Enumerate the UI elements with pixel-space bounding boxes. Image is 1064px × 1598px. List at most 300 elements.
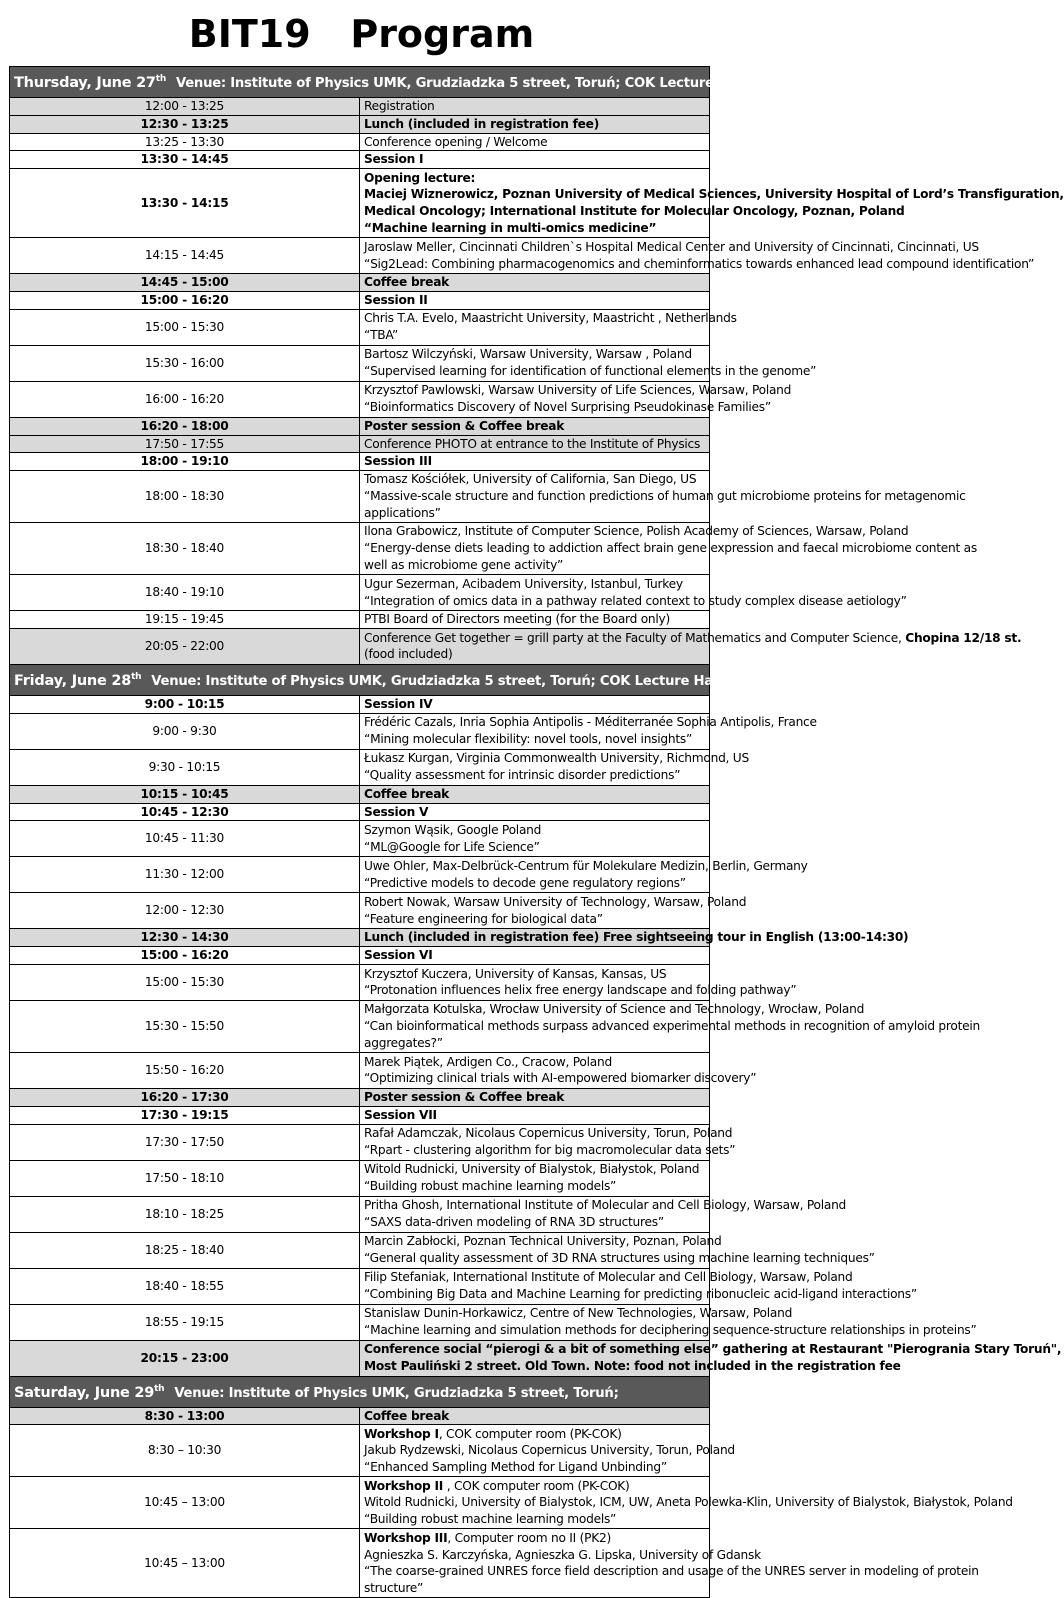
row-line [364, 488, 966, 505]
row-line-text: (food included) [364, 647, 453, 662]
schedule-row [10, 713, 710, 749]
row-line [364, 611, 705, 628]
row-content [360, 169, 1064, 238]
day-ordinal: th [155, 74, 166, 85]
row-line [364, 804, 705, 821]
row-time: 9:00 - 9:30 [10, 713, 360, 749]
row-content [360, 435, 710, 453]
schedule-row [10, 1106, 710, 1124]
row-time: 18:10 - 18:25 [10, 1196, 360, 1232]
row-line-text: “Machine learning in multi-omics medicine” [364, 220, 657, 235]
schedule-row [10, 803, 710, 821]
row-line [364, 399, 771, 416]
row-line [364, 1089, 705, 1106]
row-line-text: Coffee break [364, 275, 450, 290]
schedule-row [10, 98, 710, 116]
schedule-table [9, 66, 1064, 1598]
row-time: 18:00 - 19:10 [10, 453, 360, 471]
schedule-row [10, 628, 710, 664]
row-line [364, 1478, 705, 1495]
row-line [364, 731, 705, 748]
row-time: 15:00 - 15:30 [10, 964, 360, 1000]
row-content [360, 1340, 1062, 1376]
row-time: 11:30 - 12:00 [10, 857, 360, 893]
row-content [360, 291, 710, 309]
row-line-text: PTBI Board of Directors meeting (for the Board only) [364, 612, 670, 627]
row-content [360, 1000, 980, 1052]
row-line [364, 1341, 1062, 1358]
row-line-text: Uwe Ohler, Max-Delbrück-Centrum für Molekulare Medizin, Berlin, Germany [364, 859, 808, 874]
row-time: 12:30 - 14:30 [10, 929, 360, 947]
row-line-text: Filip Stefaniak, International Institute of Molecular and Cell Biology, Warsaw, Poland [364, 1270, 853, 1285]
row-line-text: Bartosz Wilczyński, Warsaw University, Warsaw , Poland [364, 347, 692, 362]
row-line-text: Rafał Adamczak, Nicolaus Copernicus University, Torun, Poland [364, 1126, 733, 1141]
row-content [360, 857, 808, 893]
schedule-row [10, 133, 710, 151]
schedule-row [10, 1425, 710, 1477]
row-content [360, 381, 792, 417]
schedule-row [10, 1196, 710, 1232]
schedule-row [10, 1407, 710, 1425]
row-line [364, 1001, 865, 1018]
row-line-text: Ugur Sezerman, Acibadem University, Istanbul, Turkey [364, 576, 683, 591]
row-line [364, 1018, 980, 1035]
row-line-text: Ilona Grabowicz, Institute of Computer Science, Polish Academy of Sciences, Warsaw, Poland [364, 524, 909, 539]
row-line-text: Witold Rudnicki, University of Bialystok, Białystok, Poland [364, 1162, 700, 1177]
row-line-text: applications” [364, 506, 441, 521]
schedule-row [10, 238, 710, 274]
row-content [360, 803, 710, 821]
row-line [364, 1054, 705, 1071]
day-name [14, 673, 141, 689]
row-line [364, 134, 705, 151]
row-line-text: Session II [364, 292, 428, 307]
row-line-text: Session VI [364, 948, 433, 963]
schedule-row [10, 1268, 710, 1304]
row-line [364, 929, 909, 946]
row-line-text: Coffee break [364, 1408, 450, 1423]
row-time: 13:25 - 13:30 [10, 133, 360, 151]
row-line [364, 116, 705, 133]
row-time: 12:00 - 12:30 [10, 893, 360, 929]
row-line [364, 1442, 735, 1459]
schedule-row [10, 1529, 710, 1598]
schedule-row [10, 291, 710, 309]
row-line [364, 1107, 705, 1124]
row-line [364, 346, 705, 363]
schedule-row [10, 169, 710, 238]
row-line-text: Medical Oncology; International Institute for Molecular Oncology, Poznan, Poland [364, 204, 905, 219]
row-line-text: Lunch (included in registration fee) Free sightseeing tour in English (13:00-14:30) [364, 930, 909, 945]
row-content [360, 947, 710, 965]
row-line [364, 292, 705, 309]
row-time: 15:30 - 15:50 [10, 1000, 360, 1052]
row-content [360, 964, 797, 1000]
row-time: 15:50 - 16:20 [10, 1052, 360, 1088]
row-time: 10:45 – 13:00 [10, 1529, 360, 1598]
row-line-text: Conference social “pierogi & a bit of something else” gathering at Restaurant "Pierogrania Stary Toruń", [364, 1342, 1062, 1357]
schedule-row [10, 695, 710, 713]
row-content [360, 523, 978, 575]
row-line [364, 382, 792, 399]
row-content [360, 1232, 875, 1268]
row-line-text: “Feature engineering for biological data” [364, 911, 603, 926]
row-content [360, 453, 710, 471]
schedule-row [10, 749, 710, 785]
row-line [364, 327, 705, 344]
row-time: 17:50 - 18:10 [10, 1160, 360, 1196]
row-line [364, 186, 1064, 203]
row-line-text: Małgorzata Kotulska, Wrocław University of Science and Technology, Wrocław, Poland [364, 1002, 865, 1017]
row-content [360, 151, 710, 169]
row-line-text: Most Paulińskі 2 street. Old Town. Note: food not included in the registration fee [364, 1359, 901, 1374]
row-time: 9:30 - 10:15 [10, 749, 360, 785]
row-bold-prefix: Workshop I [364, 1426, 439, 1441]
row-line-text: Chris T.A. Evelo, Maastricht University, Maastricht , Netherlands [364, 311, 737, 326]
day-date: Saturday, June 29 [14, 1384, 155, 1401]
row-line-text: Session VII [364, 1107, 437, 1122]
schedule-row [10, 575, 710, 611]
row-line-text: Jaroslaw Meller, Cincinnati Children`s Hospital Medical Center and University of Cincinnati, Cincinnati, US [364, 239, 979, 254]
row-line [364, 1459, 705, 1476]
row-line-text: “General quality assessment of 3D RNA structures using machine learning techniques” [364, 1251, 875, 1266]
row-line-text: Session III [364, 454, 432, 469]
row-line-text: Session V [364, 804, 429, 819]
row-line [364, 1161, 705, 1178]
row-time: 16:00 - 16:20 [10, 381, 360, 417]
row-line [364, 98, 705, 115]
row-content [360, 929, 909, 947]
row-content [360, 133, 710, 151]
row-line-text: Tomasz Kościółek, University of California, San Diego, US [364, 472, 697, 487]
day-header [10, 664, 710, 695]
row-content [360, 274, 710, 292]
row-content [360, 98, 710, 116]
row-line-rest: , Computer room no II (PK2) [447, 1530, 611, 1545]
row-content [360, 611, 710, 629]
row-line [364, 696, 705, 713]
row-line [364, 1322, 977, 1339]
row-content [360, 471, 966, 523]
row-time: 18:25 - 18:40 [10, 1232, 360, 1268]
row-content [360, 1407, 710, 1425]
row-bold-suffix: Chopina 12/18 st. [905, 630, 1022, 645]
row-line [364, 1233, 722, 1250]
row-line-text: structure” [364, 1581, 424, 1596]
day-ordinal: th [131, 672, 142, 683]
row-time: 18:40 - 19:10 [10, 575, 360, 611]
row-line [364, 593, 907, 610]
row-line [364, 1142, 736, 1159]
row-time: 13:30 - 14:15 [10, 169, 360, 238]
row-content [360, 1425, 735, 1477]
schedule-row [10, 309, 710, 345]
row-time: 17:30 - 17:50 [10, 1124, 360, 1160]
day-ordinal: th [154, 1383, 165, 1394]
schedule-row [10, 417, 710, 435]
day-header [10, 1376, 710, 1407]
row-line-text: “Optimizing clinical trials with AI-empowered biomarker discovery” [364, 1071, 757, 1086]
row-time: 18:55 - 19:15 [10, 1304, 360, 1340]
row-line-text: Conference opening / Welcome [364, 134, 548, 149]
row-time: 16:20 - 18:00 [10, 417, 360, 435]
row-line [364, 714, 817, 731]
row-line-text: “TBA” [364, 328, 399, 343]
row-content [360, 713, 817, 749]
row-line [364, 170, 705, 187]
row-content [360, 1529, 979, 1598]
row-time: 18:30 - 18:40 [10, 523, 360, 575]
schedule-row [10, 1052, 710, 1088]
row-line-text: “ML@Google for Life Science” [364, 839, 540, 854]
row-line-text: “Massive-scale structure and function predictions of human gut microbiome proteins for metagenomic [364, 489, 966, 504]
row-line [364, 911, 705, 928]
row-line-text: “Mining molecular flexibility: novel tools, novel insights” [364, 732, 693, 747]
row-line-text: Frédéric Cazals, Inria Sophia Antipolis - Méditerranée Sophia Antipolis, France [364, 715, 817, 730]
row-line [364, 786, 705, 803]
schedule-row [10, 785, 710, 803]
row-line-text: “Building robust machine learning models” [364, 1179, 617, 1194]
row-line [364, 1547, 761, 1564]
row-content [360, 785, 710, 803]
row-content [360, 1088, 710, 1106]
row-line [364, 1426, 705, 1443]
schedule-row [10, 453, 710, 471]
row-line-text: “Energy-dense diets leading to addiction affect brain gene expression and faecal microbiome content as [364, 541, 978, 556]
row-line [364, 505, 705, 522]
row-line [364, 767, 705, 784]
row-time: 17:50 - 17:55 [10, 435, 360, 453]
row-content [360, 1124, 736, 1160]
row-line [364, 1070, 757, 1087]
row-line [364, 1214, 705, 1231]
row-line-text: Witold Rudnicki, University of Bialystok, ICM, UW, Aneta Polewka-Klin, University of Bialystok, Białystok, Poland [364, 1495, 1013, 1510]
row-line-text: Registration [364, 99, 435, 113]
row-line [364, 453, 705, 470]
row-time: 18:00 - 18:30 [10, 471, 360, 523]
row-line [364, 822, 705, 839]
row-line [364, 151, 705, 168]
schedule-row [10, 1000, 710, 1052]
row-line-text: Szymon Wąsik, Google Poland [364, 823, 542, 838]
row-time: 15:30 - 16:00 [10, 345, 360, 381]
schedule-row [10, 947, 710, 965]
row-line [364, 1035, 705, 1052]
row-line-text: Session I [364, 152, 424, 167]
row-line [364, 220, 705, 237]
row-line-text: “Sig2Lead: Combining pharmacogenomics and cheminformatics towards enhanced lead compound identification” [364, 256, 1035, 271]
row-content [360, 1196, 847, 1232]
day-venue: Venue: Institute of Physics UMK, Grudziadzka 5 street, Toruń; [174, 1385, 619, 1401]
schedule-row [10, 857, 710, 893]
schedule-row [10, 523, 710, 575]
row-time: 8:30 - 13:00 [10, 1407, 360, 1425]
row-line [364, 875, 705, 892]
row-time: 10:45 - 11:30 [10, 821, 360, 857]
day-venue: Venue: Institute of Physics UMK, Grudziadzka 5 street, Toruń; COK Lecture Hall [176, 76, 747, 92]
row-line-text: Marcin Zabłocki, Poznan Technical University, Poznan, Poland [364, 1234, 722, 1249]
schedule-row [10, 345, 710, 381]
schedule-row [10, 115, 710, 133]
row-time: 10:15 - 10:45 [10, 785, 360, 803]
row-line [364, 839, 705, 856]
row-line [364, 540, 978, 557]
row-time: 12:30 - 13:25 [10, 115, 360, 133]
row-line [364, 1125, 733, 1142]
row-content [360, 749, 749, 785]
row-line [364, 363, 817, 380]
schedule-row [10, 1340, 710, 1376]
row-line-rest: , COK computer room (PK-COK) [438, 1426, 622, 1441]
row-content [360, 1160, 710, 1196]
day-name [14, 1385, 164, 1401]
row-line [364, 557, 705, 574]
row-bold-prefix: Workshop III [364, 1530, 448, 1545]
row-line-text: Łukasz Kurgan, Virginia Commonwealth University, Richmond, US [364, 751, 749, 766]
row-time: 20:15 - 23:00 [10, 1340, 360, 1376]
row-content [360, 115, 710, 133]
schedule-row [10, 611, 710, 629]
row-content [360, 1106, 710, 1124]
row-time: 14:15 - 14:45 [10, 238, 360, 274]
row-line-text: Maciej Wiznerowicz, Poznan University of Medical Sciences, University Hospital of Lord’s Transfiguration, [364, 187, 1064, 202]
day-name [14, 75, 166, 91]
row-line-text: Marek Piątek, Ardigen Co., Cracow, Poland [364, 1054, 612, 1069]
schedule-row [10, 1088, 710, 1106]
row-line [364, 576, 705, 593]
row-content [360, 309, 737, 345]
row-line [364, 203, 905, 220]
row-line-text: “Rpart - clustering algorithm for big macromolecular data sets” [364, 1143, 736, 1158]
row-content [360, 628, 1022, 664]
row-time: 9:00 - 10:15 [10, 695, 360, 713]
row-line-text: “Enhanced Sampling Method for Ligand Unbinding” [364, 1460, 667, 1475]
row-line-rest: , COK computer room (PK-COK) [443, 1478, 630, 1493]
row-line [364, 1580, 705, 1597]
schedule-row [10, 274, 710, 292]
row-line [364, 418, 705, 435]
day-date: Friday, June 28 [14, 672, 132, 689]
row-line [364, 274, 705, 291]
row-line [364, 894, 747, 911]
row-content [360, 345, 817, 381]
row-content [360, 238, 1035, 274]
row-time: 15:00 - 16:20 [10, 947, 360, 965]
page-title: BIT19 Program [188, 12, 535, 56]
row-time: 12:00 - 13:25 [10, 98, 360, 116]
schedule-row [10, 471, 710, 523]
row-line [364, 1178, 705, 1195]
row-line [364, 1563, 979, 1580]
row-line-text: aggregates?” [364, 1035, 443, 1050]
row-line [364, 1358, 901, 1375]
row-line-text: Robert Nowak, Warsaw University of Technology, Warsaw, Poland [364, 895, 747, 910]
row-line [364, 858, 808, 875]
row-line [364, 982, 797, 999]
row-content [360, 893, 747, 929]
row-content [360, 1052, 757, 1088]
row-line-text: Poster session & Coffee break [364, 1089, 565, 1104]
row-line-text: “Machine learning and simulation methods for deciphering sequence-structure relationships in proteins” [364, 1323, 977, 1338]
schedule-row [10, 821, 710, 857]
row-line [364, 471, 705, 488]
row-line-text: “Quality assessment for intrinsic disorder predictions” [364, 768, 681, 783]
schedule-row [10, 1124, 710, 1160]
schedule-row [10, 929, 710, 947]
row-time: 15:00 - 16:20 [10, 291, 360, 309]
row-line-text: “Building robust machine learning models” [364, 1512, 617, 1527]
row-time: 19:15 - 19:45 [10, 611, 360, 629]
row-line-text: Lunch (included in registration fee) [364, 116, 600, 131]
row-line-text: Agnieszka S. Karczyńska, Agnieszka G. Lipska, University of Gdansk [364, 1547, 761, 1562]
row-line [364, 1269, 853, 1286]
row-line-text: Opening lecture: [364, 170, 476, 185]
row-content [360, 1268, 917, 1304]
row-line-text: Jakub Rydzewski, Nicolaus Copernicus University, Torun, Poland [364, 1443, 735, 1458]
row-line-text: Krzysztof Kuczera, University of Kansas, Kansas, US [364, 966, 667, 981]
row-line-text: well as microbiome gene activity” [364, 558, 564, 573]
row-line [364, 750, 749, 767]
row-line-text: “Predictive models to decode gene regulatory regions” [364, 875, 686, 890]
row-line [364, 1250, 875, 1267]
row-content [360, 821, 710, 857]
row-line-text: “Bioinformatics Discovery of Novel Surprising Pseudokinase Families” [364, 400, 771, 415]
schedule-row [10, 893, 710, 929]
row-line [364, 1305, 793, 1322]
row-line [364, 646, 705, 663]
schedule-row [10, 1477, 710, 1529]
row-line [364, 1494, 1013, 1511]
row-line [364, 1197, 847, 1214]
row-line [364, 630, 1022, 647]
row-time: 16:20 - 17:30 [10, 1088, 360, 1106]
row-line-text: Poster session & Coffee break [364, 418, 565, 433]
row-time: 18:40 - 18:55 [10, 1268, 360, 1304]
row-time: 10:45 - 12:30 [10, 803, 360, 821]
row-line [364, 523, 909, 540]
day-venue: Venue: Institute of Physics UMK, Grudziadzka 5 street, Toruń; COK Lecture Hall [151, 673, 722, 689]
row-time: 15:00 - 15:30 [10, 309, 360, 345]
day-date: Thursday, June 27 [14, 75, 156, 92]
schedule-row [10, 1160, 710, 1196]
row-line-text: Session IV [364, 696, 433, 711]
schedule-row [10, 1232, 710, 1268]
row-line-text: “Supervised learning for identification of functional elements in the genome” [364, 364, 817, 379]
row-line-text: Pritha Ghosh, International Institute of Molecular and Cell Biology, Warsaw, Poland [364, 1198, 847, 1213]
row-line-text: “Protonation influences helix free energy landscape and folding pathway” [364, 983, 797, 998]
schedule-row [10, 1304, 710, 1340]
row-line [364, 436, 705, 453]
row-line-text: Conference Get together = grill party at the Faculty of Mathematics and Computer Science, [364, 630, 906, 645]
row-time: 8:30 – 10:30 [10, 1425, 360, 1477]
day-header [10, 67, 710, 98]
row-content [360, 1477, 1013, 1529]
schedule-row [10, 381, 710, 417]
row-bold-prefix: Workshop II [364, 1478, 444, 1493]
row-content [360, 417, 710, 435]
row-line-text: Coffee break [364, 786, 450, 801]
row-line [364, 1286, 917, 1303]
row-line [364, 1530, 705, 1547]
row-time: 20:05 - 22:00 [10, 628, 360, 664]
row-line-text: “Integration of omics data in a pathway related context to study complex disease aetiology” [364, 593, 907, 608]
row-line-text: Krzysztof Pawlowski, Warsaw University of Life Sciences, Warsaw, Poland [364, 383, 792, 398]
row-line [364, 966, 705, 983]
row-content [360, 575, 907, 611]
row-line-text: “Combining Big Data and Machine Learning for predicting ribonucleic acid-ligand interactions” [364, 1287, 917, 1302]
row-content [360, 695, 710, 713]
row-time: 17:30 - 19:15 [10, 1106, 360, 1124]
